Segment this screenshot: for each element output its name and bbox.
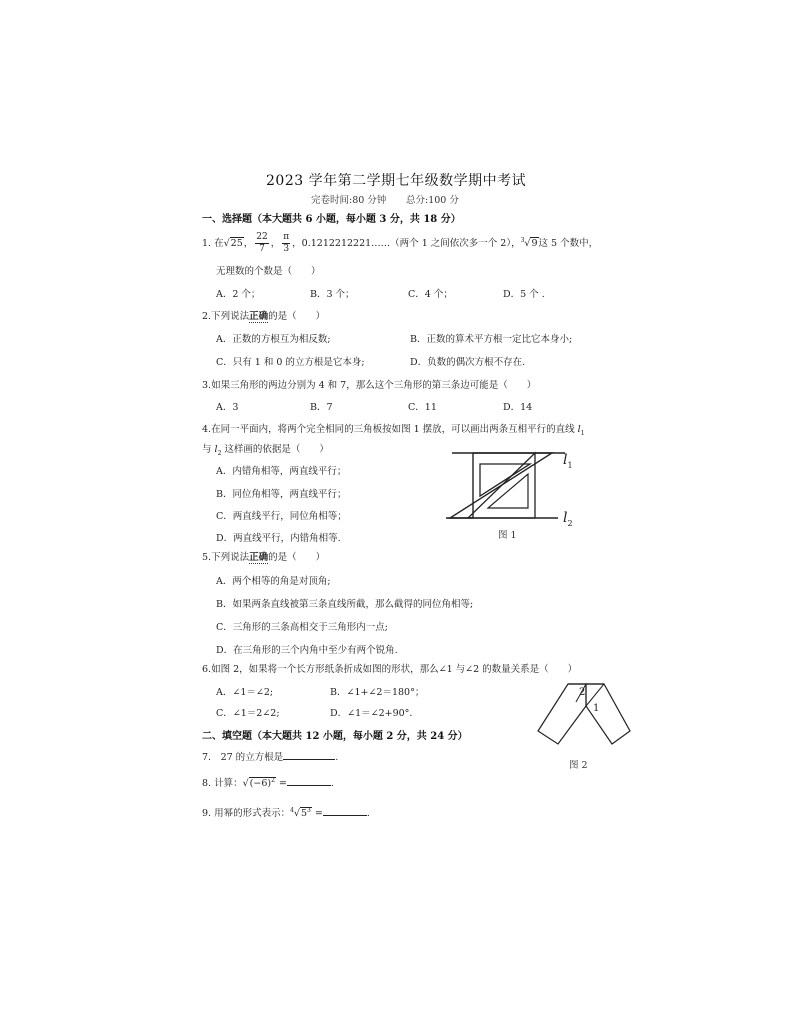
q1-option-b: B．3 个；: [310, 289, 355, 300]
q1-cbrt-index: 3: [520, 236, 525, 244]
question-7: [202, 749, 338, 763]
q4-line2-b: 这样画的依据是（ ）: [221, 444, 329, 455]
q5-option-a: A．两个相等的角是对顶角;: [216, 576, 331, 587]
total-score: 总分:100 分: [406, 195, 459, 206]
q4-line2-a: 与: [202, 444, 215, 455]
q1-option-d: D．5 个 .: [503, 289, 545, 300]
q5-before: 5.下列说法: [202, 552, 250, 563]
q9-equals: =: [311, 808, 323, 819]
q7-answer-blank[interactable]: [283, 749, 335, 760]
q2-option-b: B．正数的算术平方根一定比它本身小;: [410, 334, 573, 345]
q1-option-a: A．2 个；: [216, 289, 261, 300]
q9-exponent: 3: [307, 806, 311, 814]
q9-end: .: [366, 808, 370, 819]
q1-option-c: C．4 个；: [408, 289, 453, 300]
q5-option-c: C．三角形的三条高相交于三角形内一点;: [216, 622, 388, 633]
question-3: 3.如果三角形的两边分别为 4 和 7，那么这个三角形的第三条边可能是（ ）: [202, 380, 537, 391]
q5-after: 的是（ ）: [268, 552, 326, 563]
question-2: [202, 308, 325, 322]
question-9: [202, 805, 370, 819]
l1-subscript: 1: [567, 460, 573, 470]
q2-option-c: C．只有 1 和 0 的立方根是它本身;: [216, 357, 365, 368]
q8-answer-blank[interactable]: [287, 775, 331, 786]
figure-2-angle-1: 1: [593, 703, 600, 714]
q9-root-symbol: √: [293, 808, 300, 819]
q9-radicand: [300, 807, 312, 819]
q2-emphasis: 正确: [249, 311, 269, 322]
q6-option-c: C．∠1＝2∠2;: [216, 708, 280, 719]
q8-equals: =: [275, 778, 287, 789]
q1-sqrt-symbol: √: [223, 238, 230, 249]
q1-prefix: 1. 在: [202, 238, 224, 249]
q9-root-index: 4: [290, 806, 294, 814]
q4-l1: l: [577, 424, 581, 435]
q4-l2-sub: 2: [217, 449, 222, 457]
q1-frac1-den: 7: [259, 244, 265, 254]
q8-end: .: [330, 778, 334, 789]
page-title: 2023 学年第二学期七年级数学期中考试: [266, 173, 527, 189]
figure-1-triangle-rulers: [440, 448, 580, 528]
exam-time: 完卷时间:80 分钟: [311, 195, 387, 206]
l2-subscript: 2: [567, 518, 573, 528]
q7-end: .: [335, 752, 339, 763]
q9-prefix: 9. 用幂的形式表示：: [202, 808, 291, 819]
q6-option-a: A．∠1＝∠2;: [216, 687, 274, 698]
q1-frac1-num: 22: [256, 232, 268, 242]
q1-frac2-num: π: [283, 232, 290, 242]
figure-2-caption: 图 2: [569, 760, 588, 771]
q5-option-b: B．如果两条直线被第三条直线所截，那么截得的同位角相等;: [216, 599, 474, 610]
q5-option-d: D．在三角形的三个内角中至少有两个锐角.: [216, 645, 398, 656]
q5-emphasis: 正确: [249, 552, 269, 563]
q1-line2: 无理数的个数是（ ）: [216, 266, 321, 277]
q3-option-a: A．3: [216, 402, 239, 413]
q1-decimal: 0.1212212221……（两个 1 之间依次多一个 2），: [301, 238, 521, 249]
figure-1-caption: 图 1: [498, 530, 517, 541]
l1-letter: l: [563, 452, 568, 468]
q4-l2: l: [214, 444, 218, 455]
question-8: [202, 775, 334, 789]
q2-option-d: D．负数的偶次方根不存在.: [410, 357, 526, 368]
q3-option-c: C．11: [408, 402, 437, 413]
q9-base: 5: [300, 808, 308, 819]
figure-2-angle-2: 2: [579, 687, 586, 698]
q9-answer-blank[interactable]: [323, 805, 367, 816]
q1-sep: ，: [270, 238, 281, 249]
q8-prefix: 8. 计算：: [202, 778, 243, 789]
q6-option-b: B．∠1+∠2＝180°；: [330, 687, 425, 698]
q8-radicand-text: (−6): [249, 778, 272, 789]
q1-cbrt-symbol: √: [524, 238, 531, 249]
q4-line1: 4.在同一平面内，将两个完全相同的三角板按如图 1 摆放，可以画出两条互相平行的直线: [202, 424, 578, 435]
q3-option-d: D．14: [503, 402, 533, 413]
q4-option-a: A．内错角相等，两直线平行；: [216, 466, 347, 477]
l2-letter: l: [563, 510, 568, 526]
q2-option-a: A．正数的方根互为相反数;: [216, 334, 331, 345]
q8-exponent: 2: [271, 776, 275, 784]
question-4: [202, 421, 585, 437]
q8-radicand: [249, 777, 276, 789]
figure-1-label-l2: [563, 510, 573, 528]
q7-text: 7. 27 的立方根是: [202, 752, 284, 763]
q1-suffix: 这 5 个数中，: [538, 238, 599, 249]
q8-sqrt-symbol: √: [242, 778, 249, 789]
q1-sqrt-25: 25: [230, 238, 243, 249]
q1-fraction-pi-3: [282, 232, 290, 255]
section-1-heading: 一、选择题（本大题共 6 小题，每小题 3 分，共 18 分）: [202, 214, 461, 225]
q4-l1-sub: 1: [580, 429, 585, 437]
q1-cbrt-radicand: 9: [531, 238, 538, 249]
q2-before: 2.下列说法: [202, 311, 250, 322]
q1-sep: ，: [243, 238, 254, 249]
figure-1-label-l1: [563, 452, 573, 470]
q4-option-c: C．两直线平行，同位角相等；: [216, 511, 347, 522]
q1-sep: ，: [292, 238, 302, 249]
q4-option-d: D．两直线平行，内错角相等.: [216, 533, 341, 544]
question-6: 6.如图 2，如果将一个长方形纸条折成如图的形状，那么∠1 与∠2 的数量关系是（ ）: [202, 664, 578, 675]
q4-option-b: B．同位角相等，两直线平行；: [216, 489, 347, 500]
q4-line2: [202, 441, 329, 457]
q1-fraction-22-7: [255, 232, 268, 255]
q2-after: 的是（ ）: [268, 311, 326, 322]
q3-option-b: B．7: [310, 402, 333, 413]
q1-frac2-den: 3: [283, 244, 290, 254]
question-5: [202, 549, 325, 563]
q6-option-d: D．∠1＝∠2+90°．: [330, 708, 419, 719]
question-1: [202, 232, 598, 255]
section-2-heading: 二、填空题（本大题共 12 小题，每小题 2 分，共 24 分）: [202, 731, 468, 742]
